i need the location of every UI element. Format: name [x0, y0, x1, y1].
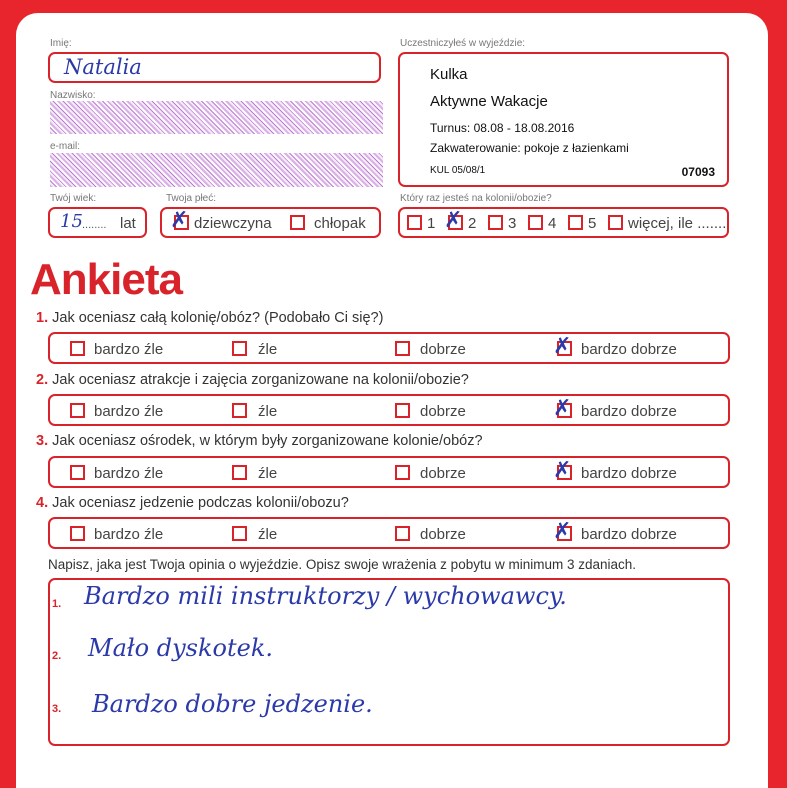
times-2-check-mark: ✗: [444, 208, 463, 233]
q1-zle-checkbox[interactable]: [232, 341, 247, 356]
q4-bardzo-zle-label: bardzo źle: [94, 526, 164, 543]
camp-org: Kulka: [430, 66, 468, 83]
q2-check-mark: ✗: [553, 396, 572, 421]
q4-zle-checkbox[interactable]: [232, 526, 247, 541]
q4-check-mark: ✗: [553, 519, 572, 544]
q3-check-mark: ✗: [553, 458, 572, 483]
answer-row-2: [48, 394, 730, 426]
opinion-1-number: 1.: [52, 598, 62, 610]
times-1-label: 1: [427, 215, 436, 232]
question-3: [36, 433, 483, 449]
q3-zle-checkbox[interactable]: [232, 465, 247, 480]
age-label: Twój wiek:: [50, 193, 97, 204]
times-4-label: 4: [548, 215, 557, 232]
times-more-checkbox[interactable]: [608, 215, 623, 230]
q4-bardzo-dobrze-label: bardzo dobrze: [581, 526, 677, 543]
survey-title: Ankieta: [30, 255, 182, 304]
question-4: [36, 495, 349, 511]
opinion-3-number: 3.: [52, 703, 62, 715]
surname-redacted: [50, 101, 383, 134]
email-label: e-mail:: [50, 141, 81, 152]
question-4-text: Jak oceniasz jedzenie podczas kolonii/obozu?: [52, 495, 349, 511]
question-1-text: Jak oceniasz całą kolonię/obóz? (Podobało Ci się?): [52, 310, 384, 326]
q3-bardzo-zle-checkbox[interactable]: [70, 465, 85, 480]
times-1-checkbox[interactable]: [407, 215, 422, 230]
name-field[interactable]: [48, 52, 381, 83]
times-3-label: 3: [508, 215, 517, 232]
q1-bardzo-zle-label: bardzo źle: [94, 341, 164, 358]
opinion-prompt: Napisz, jaka jest Twoja opinia o wyjeździe. Opisz swoje wrażenia z pobytu w minimum 3 zdaniach.: [48, 557, 637, 572]
question-2-text: Jak oceniasz atrakcje i zajęcia zorganizowane na kolonii/obozie?: [52, 372, 469, 388]
female-check-mark: ✗: [170, 208, 189, 233]
times-5-checkbox[interactable]: [568, 215, 583, 230]
q2-zle-label: źle: [258, 403, 278, 420]
q2-dobrze-label: dobrze: [420, 403, 466, 420]
q1-dobrze-checkbox[interactable]: [395, 341, 410, 356]
email-redacted: [50, 153, 383, 187]
q2-zle-checkbox[interactable]: [232, 403, 247, 418]
q4-dobrze-checkbox[interactable]: [395, 526, 410, 541]
name-label: Imię:: [50, 38, 72, 49]
male-label: chłopak: [314, 215, 366, 232]
male-checkbox[interactable]: [290, 215, 305, 230]
times-4-checkbox[interactable]: [528, 215, 543, 230]
opinion-1-text: Bardzo mili instruktorzy / wychowawcy.: [84, 582, 567, 610]
age-unit: lat: [120, 215, 136, 232]
q1-bardzo-dobrze-label: bardzo dobrze: [581, 341, 677, 358]
q3-zle-label: źle: [258, 465, 278, 482]
gender-field: [160, 207, 381, 238]
age-field[interactable]: [48, 207, 147, 238]
times-field: [398, 207, 729, 238]
opinion-3-text: Bardzo dobre jedzenie.: [92, 690, 373, 718]
question-1: [36, 310, 383, 326]
q1-check-mark: ✗: [553, 334, 572, 359]
question-2-number: 2.: [36, 372, 49, 388]
surname-label: Nazwisko:: [50, 90, 96, 101]
gender-label: Twoja płeć:: [166, 193, 217, 204]
times-more-label: więcej, ile .......: [628, 215, 727, 232]
question-3-number: 3.: [36, 433, 49, 449]
answer-row-4: [48, 517, 730, 549]
q2-bardzo-dobrze-label: bardzo dobrze: [581, 403, 677, 420]
question-2: [36, 372, 469, 388]
question-4-number: 4.: [36, 495, 49, 511]
camp-code: KUL 05/08/1: [430, 165, 486, 176]
times-label: Który raz jesteś na kolonii/obozie?: [400, 193, 552, 204]
q3-dobrze-checkbox[interactable]: [395, 465, 410, 480]
opinion-2-text: Mało dyskotek.: [88, 634, 273, 662]
name-value: Natalia: [64, 55, 142, 79]
times-5-label: 5: [588, 215, 597, 232]
question-3-text: Jak oceniasz ośrodek, w którym były zorganizowane kolonie/obóz?: [52, 433, 483, 449]
answer-row-1: [48, 332, 730, 364]
q4-zle-label: źle: [258, 526, 278, 543]
female-label: dziewczyna: [194, 215, 272, 232]
q1-bardzo-zle-checkbox[interactable]: [70, 341, 85, 356]
camp-turnus: Turnus: 08.08 - 18.08.2016: [430, 121, 575, 135]
answer-row-3: [48, 456, 730, 488]
opinion-2-number: 2.: [52, 650, 62, 662]
camp-lodging: Zakwaterowanie: pokoje z łazienkami: [430, 141, 629, 155]
q2-bardzo-zle-checkbox[interactable]: [70, 403, 85, 418]
q4-bardzo-zle-checkbox[interactable]: [70, 526, 85, 541]
q2-bardzo-zle-label: bardzo źle: [94, 403, 164, 420]
q3-dobrze-label: dobrze: [420, 465, 466, 482]
times-2-label: 2: [468, 215, 477, 232]
camp-number: 07093: [681, 165, 715, 179]
age-value: 15: [60, 211, 83, 232]
q4-dobrze-label: dobrze: [420, 526, 466, 543]
age-dots: ........: [82, 219, 107, 231]
q1-dobrze-label: dobrze: [420, 341, 466, 358]
q2-dobrze-checkbox[interactable]: [395, 403, 410, 418]
q3-bardzo-dobrze-label: bardzo dobrze: [581, 465, 677, 482]
camp-name: Aktywne Wakacje: [430, 93, 548, 110]
participant-label: Uczestniczyłeś w wyjeździe:: [400, 38, 526, 49]
question-1-number: 1.: [36, 310, 49, 326]
camp-info-box: [398, 52, 729, 187]
times-3-checkbox[interactable]: [488, 215, 503, 230]
q3-bardzo-zle-label: bardzo źle: [94, 465, 164, 482]
q1-zle-label: źle: [258, 341, 278, 358]
